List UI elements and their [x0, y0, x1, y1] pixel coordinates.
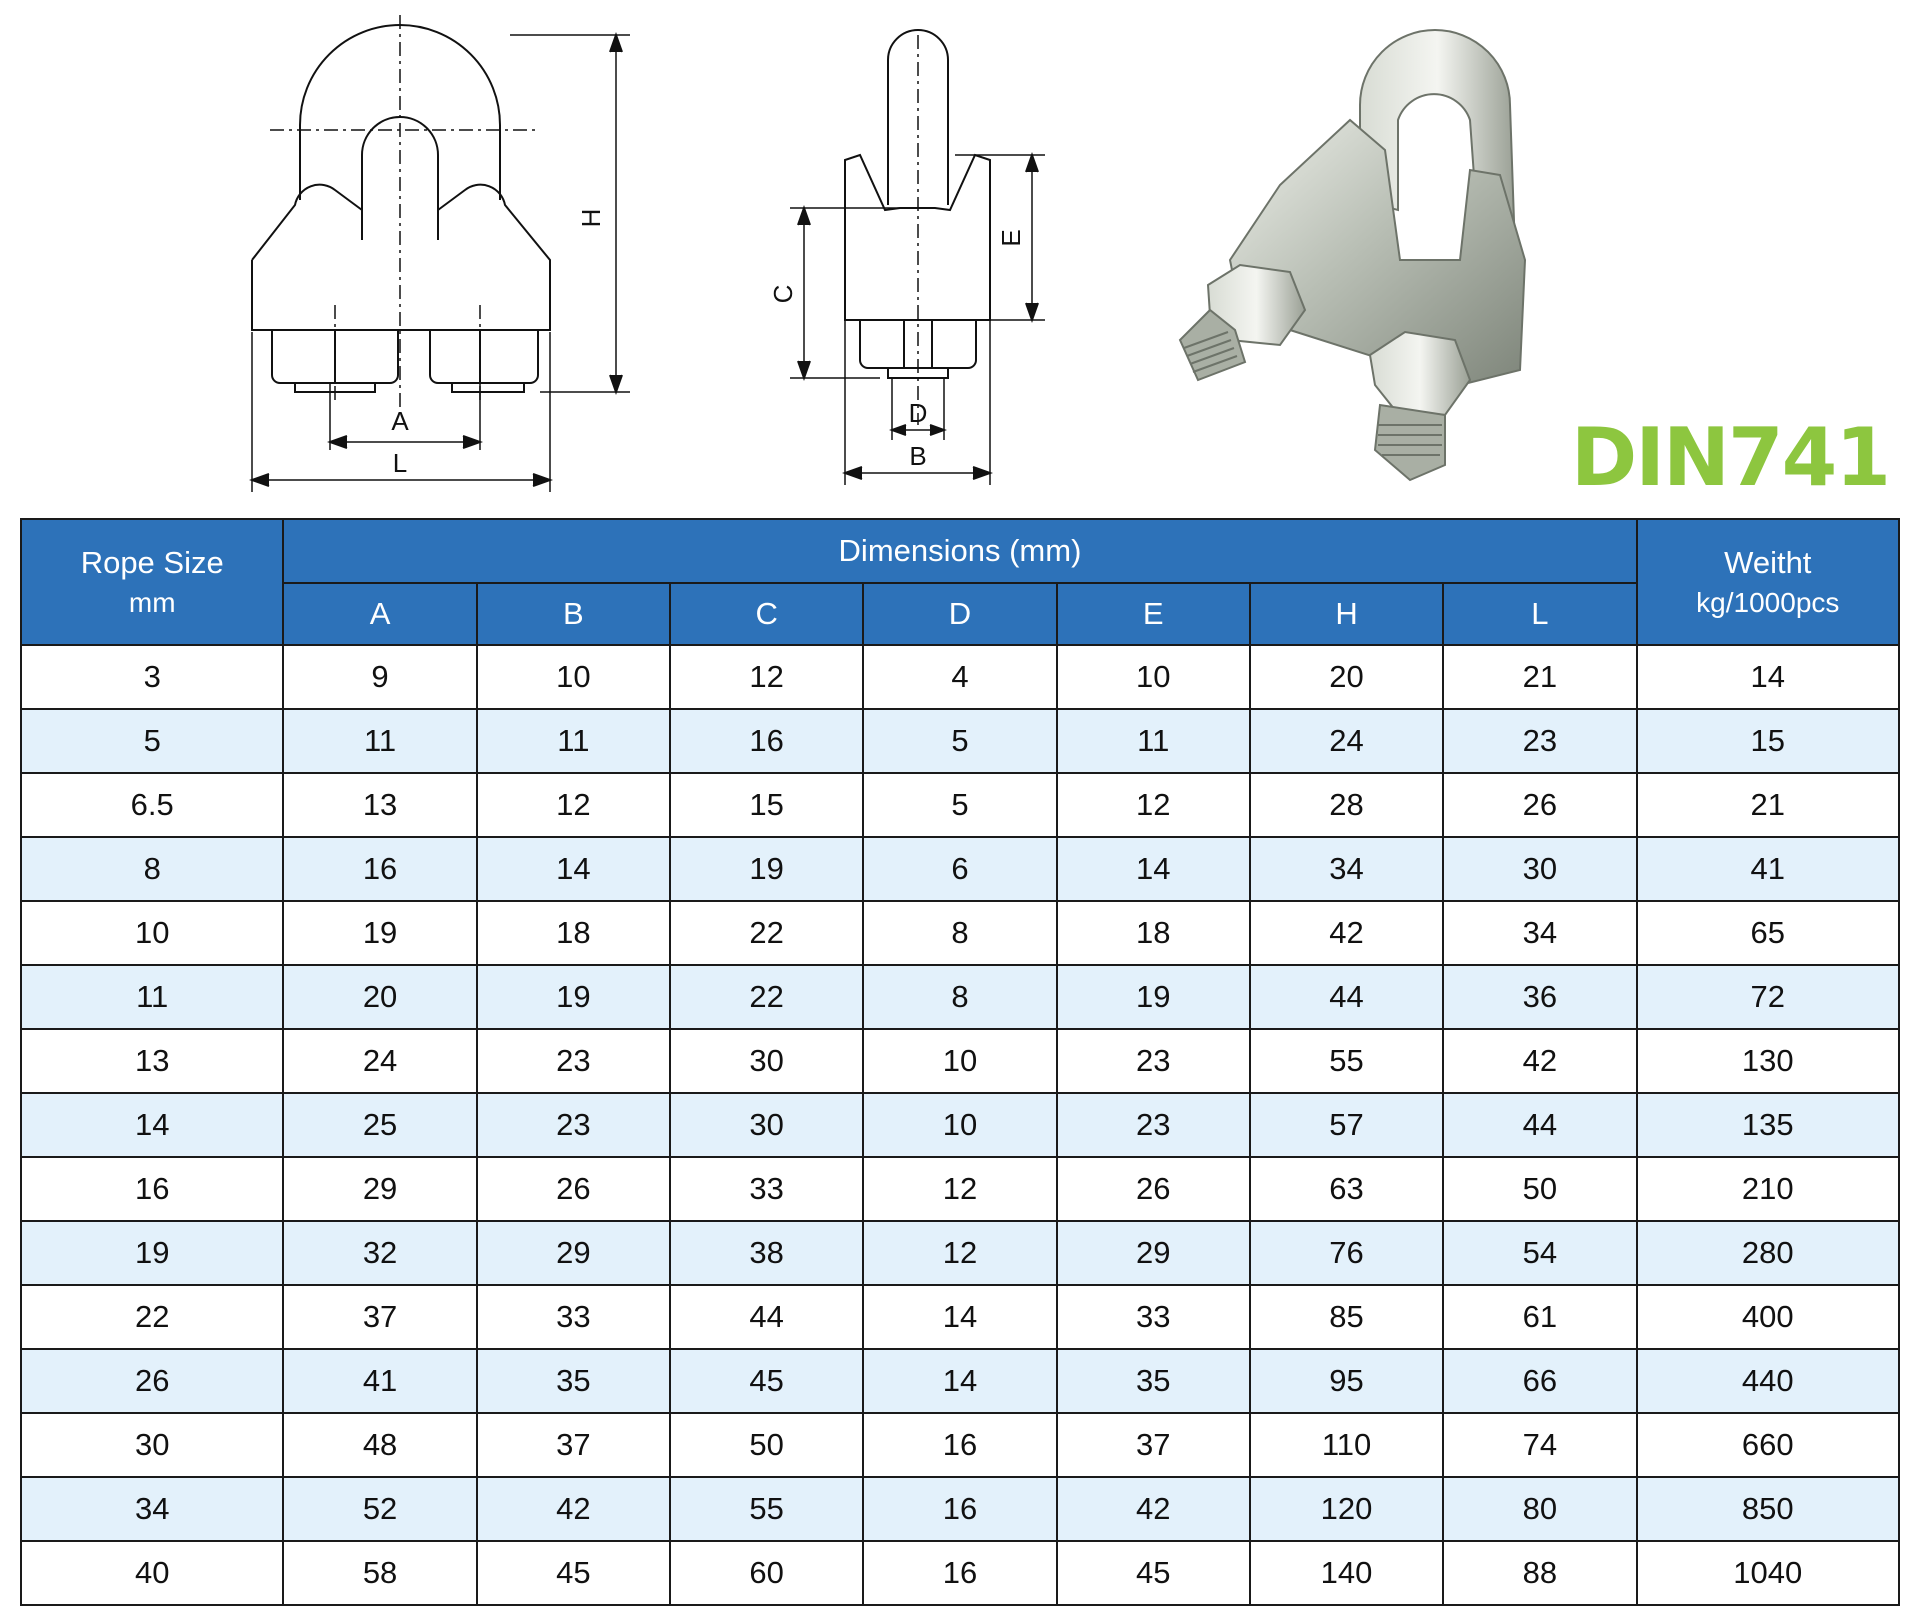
c-cell: 12	[670, 645, 863, 709]
h-cell: 28	[1250, 773, 1443, 837]
dim-label-l: L	[392, 448, 408, 478]
a-cell: 48	[283, 1413, 476, 1477]
l-cell: 54	[1443, 1221, 1636, 1285]
h-cell: 20	[1250, 645, 1443, 709]
b-cell: 11	[477, 709, 670, 773]
header-row-top	[21, 519, 1899, 583]
l-cell: 88	[1443, 1541, 1636, 1605]
h-cell: 110	[1250, 1413, 1443, 1477]
a-cell: 58	[283, 1541, 476, 1605]
col-header-e: E	[1057, 583, 1250, 645]
e-cell: 29	[1057, 1221, 1250, 1285]
rope-size-header	[21, 519, 283, 645]
c-cell: 60	[670, 1541, 863, 1605]
spec-table-body	[21, 645, 1899, 1605]
d-cell: 8	[863, 901, 1056, 965]
l-cell: 74	[1443, 1413, 1636, 1477]
a-cell: 19	[283, 901, 476, 965]
c-cell: 16	[670, 709, 863, 773]
e-cell: 23	[1057, 1029, 1250, 1093]
l-cell: 61	[1443, 1285, 1636, 1349]
dimensions-header: Dimensions (mm)	[283, 519, 1636, 583]
b-cell: 35	[477, 1349, 670, 1413]
e-cell: 19	[1057, 965, 1250, 1029]
header-row-columns	[21, 583, 1899, 645]
spec-table	[20, 518, 1900, 1606]
h-cell: 55	[1250, 1029, 1443, 1093]
c-cell: 15	[670, 773, 863, 837]
table-row	[21, 709, 1899, 773]
weight-cell: 41	[1637, 837, 1899, 901]
table-row	[21, 773, 1899, 837]
weight-cell: 660	[1637, 1413, 1899, 1477]
d-cell: 16	[863, 1413, 1056, 1477]
b-cell: 10	[477, 645, 670, 709]
c-cell: 19	[670, 837, 863, 901]
table-row	[21, 1029, 1899, 1093]
a-cell: 37	[283, 1285, 476, 1349]
dim-label-h: H	[576, 208, 606, 228]
rope-size-cell: 5	[21, 709, 283, 773]
h-cell: 44	[1250, 965, 1443, 1029]
weight-cell: 400	[1637, 1285, 1899, 1349]
dim-label-e: E	[996, 229, 1026, 247]
a-cell: 24	[283, 1029, 476, 1093]
table-row	[21, 645, 1899, 709]
a-cell: 20	[283, 965, 476, 1029]
h-cell: 42	[1250, 901, 1443, 965]
e-cell: 14	[1057, 837, 1250, 901]
a-cell: 52	[283, 1477, 476, 1541]
rope-size-cell: 11	[21, 965, 283, 1029]
c-cell: 33	[670, 1157, 863, 1221]
l-cell: 36	[1443, 965, 1636, 1029]
weight-cell: 440	[1637, 1349, 1899, 1413]
d-cell: 10	[863, 1029, 1056, 1093]
b-cell: 14	[477, 837, 670, 901]
table-row	[21, 965, 1899, 1029]
rope-size-cell: 16	[21, 1157, 283, 1221]
rope-size-cell: 6.5	[21, 773, 283, 837]
l-cell: 23	[1443, 709, 1636, 773]
rope-size-cell: 8	[21, 837, 283, 901]
h-cell: 140	[1250, 1541, 1443, 1605]
e-cell: 10	[1057, 645, 1250, 709]
c-cell: 30	[670, 1093, 863, 1157]
b-cell: 45	[477, 1541, 670, 1605]
d-cell: 5	[863, 773, 1056, 837]
d-cell: 12	[863, 1221, 1056, 1285]
a-cell: 13	[283, 773, 476, 837]
rope-size-cell: 10	[21, 901, 283, 965]
b-cell: 26	[477, 1157, 670, 1221]
dim-label-d: D	[908, 398, 928, 428]
rope-size-label: Rope Size	[80, 545, 224, 581]
weight-unit: kg/1000pcs	[1696, 587, 1840, 619]
weight-cell: 65	[1637, 901, 1899, 965]
b-cell: 23	[477, 1029, 670, 1093]
weight-header	[1637, 519, 1899, 645]
d-cell: 16	[863, 1477, 1056, 1541]
weight-cell: 21	[1637, 773, 1899, 837]
c-cell: 55	[670, 1477, 863, 1541]
c-cell: 30	[670, 1029, 863, 1093]
b-cell: 19	[477, 965, 670, 1029]
l-cell: 30	[1443, 837, 1636, 901]
weight-cell: 1040	[1637, 1541, 1899, 1605]
front-view-drawing	[240, 10, 660, 490]
rope-size-cell: 40	[21, 1541, 283, 1605]
d-cell: 6	[863, 837, 1056, 901]
d-cell: 10	[863, 1093, 1056, 1157]
b-cell: 42	[477, 1477, 670, 1541]
col-header-l: L	[1443, 583, 1636, 645]
weight-cell: 14	[1637, 645, 1899, 709]
a-cell: 9	[283, 645, 476, 709]
l-cell: 44	[1443, 1093, 1636, 1157]
col-header-c: C	[670, 583, 863, 645]
c-cell: 22	[670, 901, 863, 965]
col-header-d: D	[863, 583, 1056, 645]
h-cell: 63	[1250, 1157, 1443, 1221]
a-cell: 25	[283, 1093, 476, 1157]
rope-size-unit: mm	[128, 587, 176, 619]
standard-title: DIN741	[1570, 411, 1889, 504]
col-header-b: B	[477, 583, 670, 645]
d-cell: 14	[863, 1285, 1056, 1349]
e-cell: 33	[1057, 1285, 1250, 1349]
a-cell: 11	[283, 709, 476, 773]
table-row	[21, 1477, 1899, 1541]
e-cell: 11	[1057, 709, 1250, 773]
l-cell: 42	[1443, 1029, 1636, 1093]
table-row	[21, 1157, 1899, 1221]
c-cell: 22	[670, 965, 863, 1029]
e-cell: 42	[1057, 1477, 1250, 1541]
h-cell: 34	[1250, 837, 1443, 901]
e-cell: 26	[1057, 1157, 1250, 1221]
c-cell: 44	[670, 1285, 863, 1349]
e-cell: 45	[1057, 1541, 1250, 1605]
h-cell: 76	[1250, 1221, 1443, 1285]
a-cell: 32	[283, 1221, 476, 1285]
rope-size-cell: 26	[21, 1349, 283, 1413]
col-header-a: A	[283, 583, 476, 645]
l-cell: 80	[1443, 1477, 1636, 1541]
l-cell: 50	[1443, 1157, 1636, 1221]
b-cell: 18	[477, 901, 670, 965]
rope-size-cell: 14	[21, 1093, 283, 1157]
rope-size-cell: 3	[21, 645, 283, 709]
a-cell: 41	[283, 1349, 476, 1413]
b-cell: 37	[477, 1413, 670, 1477]
weight-cell: 850	[1637, 1477, 1899, 1541]
e-cell: 12	[1057, 773, 1250, 837]
l-cell: 34	[1443, 901, 1636, 965]
rope-size-cell: 30	[21, 1413, 283, 1477]
l-cell: 26	[1443, 773, 1636, 837]
side-view-drawing	[768, 30, 1080, 490]
weight-label: Weitht	[1724, 545, 1812, 581]
table-row	[21, 1349, 1899, 1413]
col-header-h: H	[1250, 583, 1443, 645]
c-cell: 38	[670, 1221, 863, 1285]
weight-cell: 130	[1637, 1029, 1899, 1093]
wire-rope-clip-photo	[1170, 10, 1600, 490]
table-row	[21, 1413, 1899, 1477]
d-cell: 12	[863, 1157, 1056, 1221]
rope-size-cell: 22	[21, 1285, 283, 1349]
weight-cell: 210	[1637, 1157, 1899, 1221]
b-cell: 29	[477, 1221, 670, 1285]
table-row	[21, 1285, 1899, 1349]
rope-size-cell: 34	[21, 1477, 283, 1541]
weight-cell: 72	[1637, 965, 1899, 1029]
table-row	[21, 837, 1899, 901]
b-cell: 23	[477, 1093, 670, 1157]
weight-cell: 15	[1637, 709, 1899, 773]
d-cell: 5	[863, 709, 1056, 773]
a-cell: 29	[283, 1157, 476, 1221]
c-cell: 45	[670, 1349, 863, 1413]
table-row	[21, 1093, 1899, 1157]
e-cell: 23	[1057, 1093, 1250, 1157]
d-cell: 14	[863, 1349, 1056, 1413]
e-cell: 35	[1057, 1349, 1250, 1413]
h-cell: 95	[1250, 1349, 1443, 1413]
l-cell: 21	[1443, 645, 1636, 709]
weight-cell: 135	[1637, 1093, 1899, 1157]
h-cell: 57	[1250, 1093, 1443, 1157]
d-cell: 4	[863, 645, 1056, 709]
rope-size-cell: 19	[21, 1221, 283, 1285]
dim-label-b: B	[909, 441, 927, 471]
b-cell: 12	[477, 773, 670, 837]
dim-label-a: A	[391, 406, 409, 436]
h-cell: 120	[1250, 1477, 1443, 1541]
table-row	[21, 1541, 1899, 1605]
rope-size-cell: 13	[21, 1029, 283, 1093]
e-cell: 18	[1057, 901, 1250, 965]
weight-cell: 280	[1637, 1221, 1899, 1285]
h-cell: 24	[1250, 709, 1443, 773]
e-cell: 37	[1057, 1413, 1250, 1477]
a-cell: 16	[283, 837, 476, 901]
c-cell: 50	[670, 1413, 863, 1477]
table-row	[21, 901, 1899, 965]
d-cell: 8	[863, 965, 1056, 1029]
dim-label-c: C	[768, 284, 798, 304]
d-cell: 16	[863, 1541, 1056, 1605]
l-cell: 66	[1443, 1349, 1636, 1413]
b-cell: 33	[477, 1285, 670, 1349]
table-row	[21, 1221, 1899, 1285]
h-cell: 85	[1250, 1285, 1443, 1349]
